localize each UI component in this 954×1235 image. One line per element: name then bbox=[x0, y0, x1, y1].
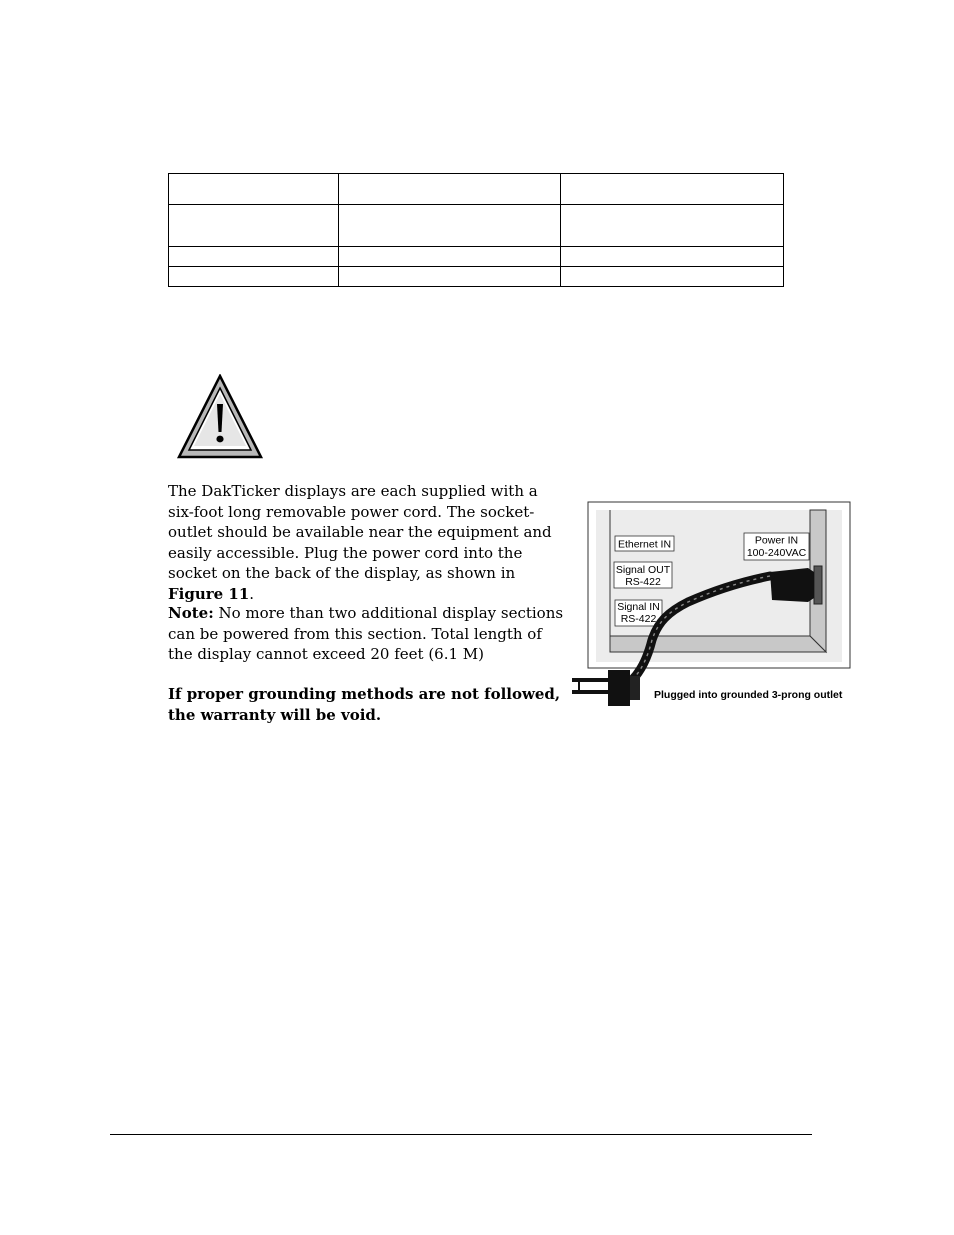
power-cord-paragraph bbox=[168, 481, 568, 604]
table-row bbox=[169, 174, 784, 205]
power-in-label: Power IN bbox=[754, 534, 799, 547]
table-row bbox=[169, 205, 784, 247]
table-cell bbox=[169, 205, 339, 247]
table-cell bbox=[561, 205, 784, 247]
ethernet-in-label: Ethernet IN bbox=[617, 538, 672, 551]
power-connection-figure bbox=[570, 500, 855, 712]
table-cell bbox=[339, 267, 561, 287]
sentence-end: . bbox=[249, 584, 255, 603]
footer-rule bbox=[110, 1134, 812, 1135]
warning-triangle-icon bbox=[175, 374, 265, 460]
note-text: No more than two additional display sections can be powered from this section. Total length of the display cannot exceed 20 feet (6.1 M) bbox=[168, 604, 564, 663]
signal-out-label: Signal OUT bbox=[615, 564, 671, 576]
table-cell bbox=[169, 174, 339, 205]
note-paragraph bbox=[168, 603, 568, 665]
table-cell bbox=[169, 267, 339, 287]
table-cell bbox=[169, 247, 339, 267]
table-cell bbox=[339, 174, 561, 205]
table-row bbox=[169, 247, 784, 267]
table-cell bbox=[339, 205, 561, 247]
table-cell bbox=[339, 247, 561, 267]
table-row bbox=[169, 267, 784, 287]
table-cell bbox=[561, 267, 784, 287]
signal-out-protocol: RS-422 bbox=[625, 576, 661, 588]
power-cord-text: The DakTicker displays are each supplied with a six-foot long removable power cord. The socket-outlet should be available near the equipment and easily accessible. Plug the power cord into the socket on the back of the display, as shown in bbox=[168, 482, 552, 582]
specification-table bbox=[168, 173, 784, 287]
figure-caption: Plugged into grounded 3-prong outlet bbox=[654, 689, 843, 701]
signal-in-label: Signal IN bbox=[617, 601, 660, 613]
grounding-warning: If proper grounding methods are not followed, the warranty will be void. bbox=[168, 685, 561, 724]
note-label: Note: bbox=[168, 604, 214, 622]
table-cell bbox=[561, 247, 784, 267]
signal-in-protocol: RS-422 bbox=[620, 613, 657, 625]
figure-reference: Figure 11 bbox=[168, 584, 250, 603]
table-cell bbox=[561, 174, 784, 205]
power-in-voltage: 100-240VAC bbox=[746, 547, 807, 559]
